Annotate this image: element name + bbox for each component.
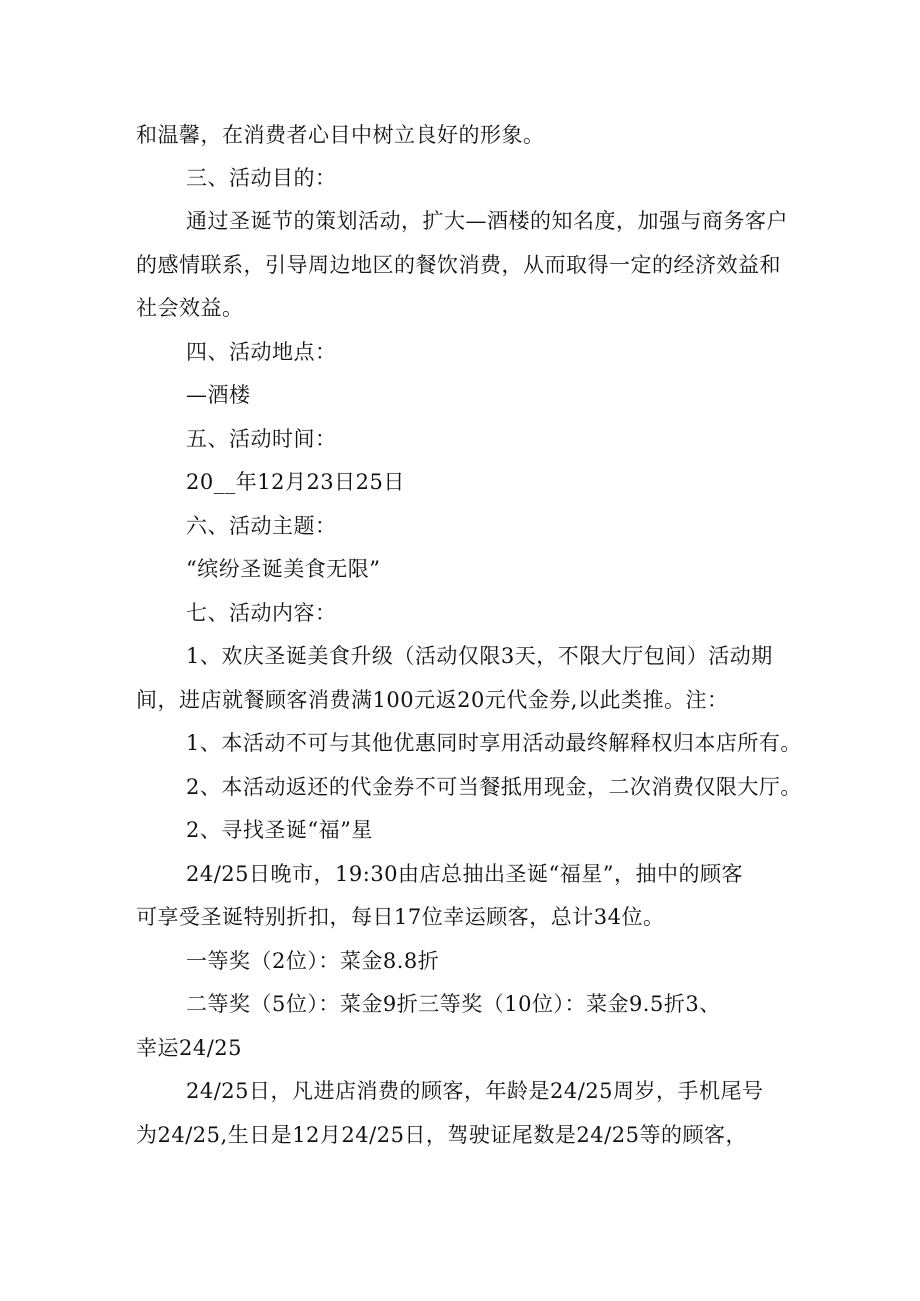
text-line: 20__年12月23日25日 xyxy=(186,470,405,494)
section-heading: 三、活动目的： xyxy=(186,166,337,190)
section-heading: 五、活动时间： xyxy=(186,427,337,451)
text-line: 通过圣诞节的策划活动，扩大—酒楼的知名度，加强与商务客户 xyxy=(186,209,788,233)
text-line: 间，进店就餐顾客消费满100元返20元代金券,以此类推。注： xyxy=(136,688,729,712)
text-line: “缤纷圣诞美食无限” xyxy=(186,557,381,581)
text-line: 幸运24/25 xyxy=(136,1036,243,1060)
text-line: 1、欢庆圣诞美食升级（活动仅限3天，不限大厅包间）活动期 xyxy=(186,644,773,668)
text-line: 24/25日晚市，19:30由店总抽出圣诞“福星”，抽中的顾客 xyxy=(186,862,744,886)
text-line: 社会效益。 xyxy=(136,296,244,320)
text-line: 2、本活动返还的代金券不可当餐抵用现金，二次消费仅限大厅。 xyxy=(186,775,802,799)
text-line: 1、本活动不可与其他优惠同时享用活动最终解释权归本店所有。 xyxy=(186,731,802,755)
section-heading: 七、活动内容： xyxy=(186,601,337,625)
text-line: 为24/25,生日是12月24/25日，驾驶证尾数是24/25等的顾客， xyxy=(136,1123,747,1147)
section-heading: 四、活动地点： xyxy=(186,340,337,364)
text-line: 和温馨，在消费者心目中树立良好的形象。 xyxy=(136,123,545,147)
text-line: 二等奖（5位）：菜金9折三等奖（10位）：菜金9.5折3、 xyxy=(186,992,721,1016)
text-line: 2、寻找圣诞“福”星 xyxy=(186,818,373,842)
text-line: 可享受圣诞特别折扣，每日17位幸运顾客，总计34位。 xyxy=(136,905,665,929)
text-line: 24/25日，凡进店消费的顾客，年龄是24/25周岁，手机尾号 xyxy=(186,1079,764,1103)
text-line: 一等奖（2位）：菜金8.8折 xyxy=(186,949,440,973)
text-line: 的感情联系，引导周边地区的餐饮消费，从而取得一定的经济效益和 xyxy=(136,253,781,277)
section-heading: 六、活动主题： xyxy=(186,514,337,538)
text-line: —酒楼 xyxy=(186,383,251,407)
